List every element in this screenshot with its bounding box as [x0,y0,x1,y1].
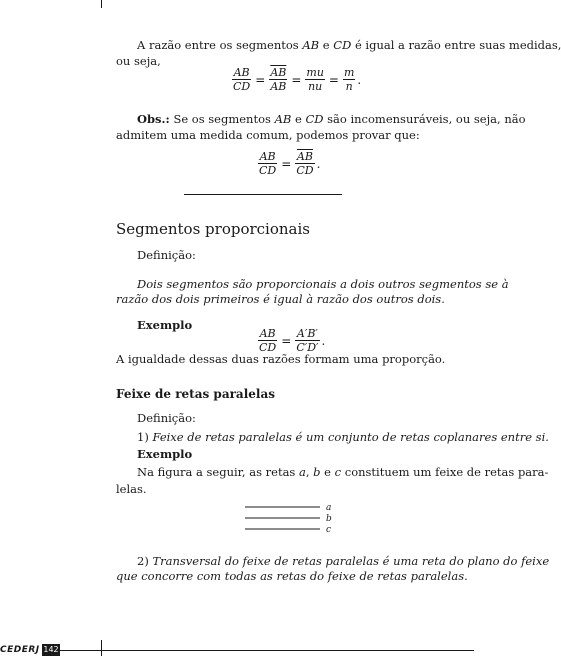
page-number-badge: 142 [43,645,59,654]
definition-text-line1: Dois segmentos são proporcionais a dois outros segmentos se à [137,277,509,291]
section-title-feixe: Feixe de retas paralelas [116,387,275,401]
section-separator [184,194,342,195]
obs-paragraph-line1: Obs.: Se os segmentos AB e CD são incomensuráveis, ou seja, não [137,112,526,126]
definition-label: Definição: [137,248,196,262]
footer-rule [60,650,474,651]
fraction-ab-cd: $\frac{AB}{CD}$ [259,150,277,177]
fraction-m-n: $\frac{m}{n}$ [343,66,355,93]
section-title-segmentos: Segmentos proporcionais [116,220,310,238]
definition-2-line2: que concorre com todas as retas do feixe de retas paralelas. [116,569,468,583]
proportion-conclusion: A igualdade dessas duas razões formam uma proporção. [116,352,446,366]
label-b: b [326,514,332,524]
label-a: a [326,503,332,513]
fraction-mu-nu: $\frac{mu}{nu}$ [306,66,324,93]
example-text-line1: Na figura a seguir, as retas a, b e c constituem um feixe de retas para- [137,465,549,479]
definition-2-line1: 2) Transversal do feixe de retas paralelas é uma reta do plano do feixe [137,554,550,568]
fraction-prime: $\frac{A'B'}{C'D'}$ [296,327,319,354]
obs-paragraph-line2: admitem uma medida comum, podemos provar que: [116,128,420,142]
equation-incommensurable: $\frac{AB}{CD}$ = $\frac{\overline{AB}}{CD}$ . [259,150,321,177]
footer-margin-tick [101,640,102,656]
definition-label: Definição: [137,411,196,425]
example-label: Exemplo [137,318,193,332]
obs-label: Obs.: [137,112,170,126]
fraction-ab-cd: $\frac{AB}{CD}$ [233,66,251,93]
example-label: Exemplo [137,447,193,461]
equation-proportion: $\frac{AB}{CD}$ = $\frac{A'B'}{C'D'}$ . [259,327,326,354]
text: é igual a razão entre suas medidas, [351,38,561,52]
equation-ratio: $\frac{AB}{CD}$ = $\frac{\overline{AB}}{AB}$ = $\frac{mu}{nu}$ = $\frac{m}{n}$ . [233,66,362,93]
fraction-overline-ab: $\frac{\overline{AB}}{AB}$ [270,66,287,93]
fraction-ab-cd: $\frac{AB}{CD}$ [259,327,277,354]
example-text-line2: lelas. [116,482,147,496]
text: A razão entre os segmentos [137,38,303,52]
fraction-overline-ab-cd: $\frac{\overline{AB}}{CD}$ [296,150,314,177]
paragraph-ratio-line2: ou seja, [116,54,161,68]
paragraph-ratio-line1 [137,37,561,53]
footer-brand: CEDERJ [0,645,40,655]
text: e [319,38,334,52]
parallel-lines-figure [240,498,340,538]
math-cd: CD [333,38,352,52]
definition-1: 1) Feixe de retas paralelas é um conjunto de retas coplanares entre si. [137,430,549,444]
label-c: c [326,525,332,535]
definition-text-line2: razão dos dois primeiros é igual à razão dos outros dois. [116,292,445,306]
top-margin-tick [101,0,102,8]
math-ab: AB [302,38,320,52]
